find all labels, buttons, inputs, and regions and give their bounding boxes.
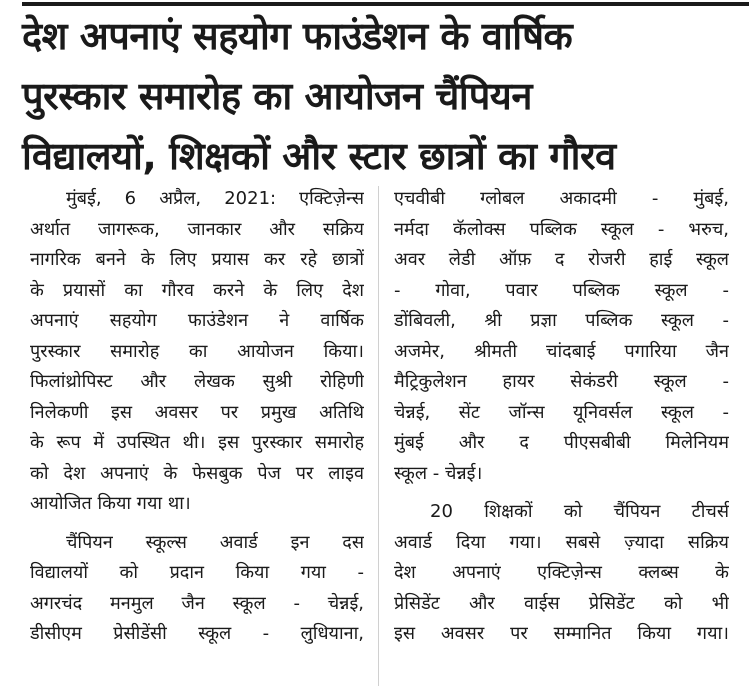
body-text-line: फिलांथ्रोपिस्ट और लेखक सुश्री रोहिणी xyxy=(30,371,364,392)
body-text-line: डोंबिवली, श्री प्रज्ञा पब्लिक स्कूल - xyxy=(394,310,729,331)
headline-line-1: देश अपनाएं सहयोग फाउंडेशन के वार्षिक xyxy=(22,14,573,58)
article-column-left xyxy=(30,184,364,650)
body-text-line: नागरिक बनने के लिए प्रयास कर रहे छात्रों xyxy=(30,249,364,270)
body-text-line: को देश अपनाएं के फेसबुक पेज पर लाइव xyxy=(30,462,364,484)
body-text-line: अजमेर, श्रीमती चांदबाई पगारिया जैन xyxy=(394,340,729,362)
body-text-line: अवार्ड दिया गया। सबसे ज़्यादा सक्रिय xyxy=(394,531,729,553)
body-text-line: पुरस्कार समारोह का आयोजन किया। xyxy=(30,340,364,362)
body-text-line: एचवीबी ग्लोबल अकादमी - मुंबई, xyxy=(394,188,729,209)
body-text-line: आयोजित किया गया था। xyxy=(30,493,191,514)
body-text-line: चेन्नई, सेंट जॉन्स यूनिवर्सल स्कूल - xyxy=(394,401,729,423)
article-headline xyxy=(22,6,744,186)
body-text-line: चैंपियन स्कूल्स अवार्ड इन दस xyxy=(66,531,364,553)
body-text-line: अपनाएं सहयोग फाउंडेशन ने वार्षिक xyxy=(30,310,364,331)
body-text-line: अगरचंद मनमुल जैन स्कूल - चेन्नई, xyxy=(30,592,364,614)
body-text-line: के प्रयासों का गौरव करने के लिए देश xyxy=(30,279,364,301)
body-text-line: मुंबई और द पीएसबीबी मिलेनियम xyxy=(394,432,729,453)
body-text-line: स्कूल - चेन्नई। xyxy=(394,462,483,484)
body-text-line: मैट्रिकुलेशन हायर सेकंडरी स्कूल - xyxy=(394,371,729,392)
body-text-line: अवर लेडी ऑफ़ द रोजरी हाई स्कूल xyxy=(394,249,729,270)
body-text-line: विद्यालयों को प्रदान किया गया - xyxy=(30,562,364,583)
body-text-line: प्रेसिडेंट और वाईस प्रेसिडेंट को भी xyxy=(394,592,729,614)
body-text-line: 20 शिक्षकों को चैंपियन टीचर्स xyxy=(430,501,729,522)
body-text-line: के रूप में उपस्थित थी। इस पुरस्कार समारोह xyxy=(30,432,364,453)
headline-line-3: विद्यालयों, शिक्षकों और स्टार छात्रों का गौरव xyxy=(22,134,616,178)
headline-line-2: पुरस्कार समारोह का आयोजन चैंपियन xyxy=(22,74,532,118)
column-divider xyxy=(378,186,379,686)
body-text-line: निलेकणी इस अवसर पर प्रमुख अतिथि xyxy=(30,401,364,423)
article-column-right xyxy=(394,184,729,650)
body-text-line: नर्मदा कॅलोक्स पब्लिक स्कूल - भरुच, xyxy=(394,218,729,240)
body-text-line: डीसीएम प्रेसीडेंसी स्कूल - लुधियाना, xyxy=(30,623,364,644)
body-text-line: मुंबई, 6 अप्रैल, 2021: एक्टिज़ेन्स xyxy=(66,188,364,209)
body-text-line: देश अपनाएं एक्टिज़ेन्स क्लब्स के xyxy=(394,562,729,583)
body-text-line: इस अवसर पर सम्मानित किया गया। xyxy=(394,623,729,644)
body-text-line: अर्थात जागरूक, जानकार और सक्रिय xyxy=(30,218,364,240)
body-text-line: - गोवा, पवार पब्लिक स्कूल - xyxy=(394,279,729,301)
